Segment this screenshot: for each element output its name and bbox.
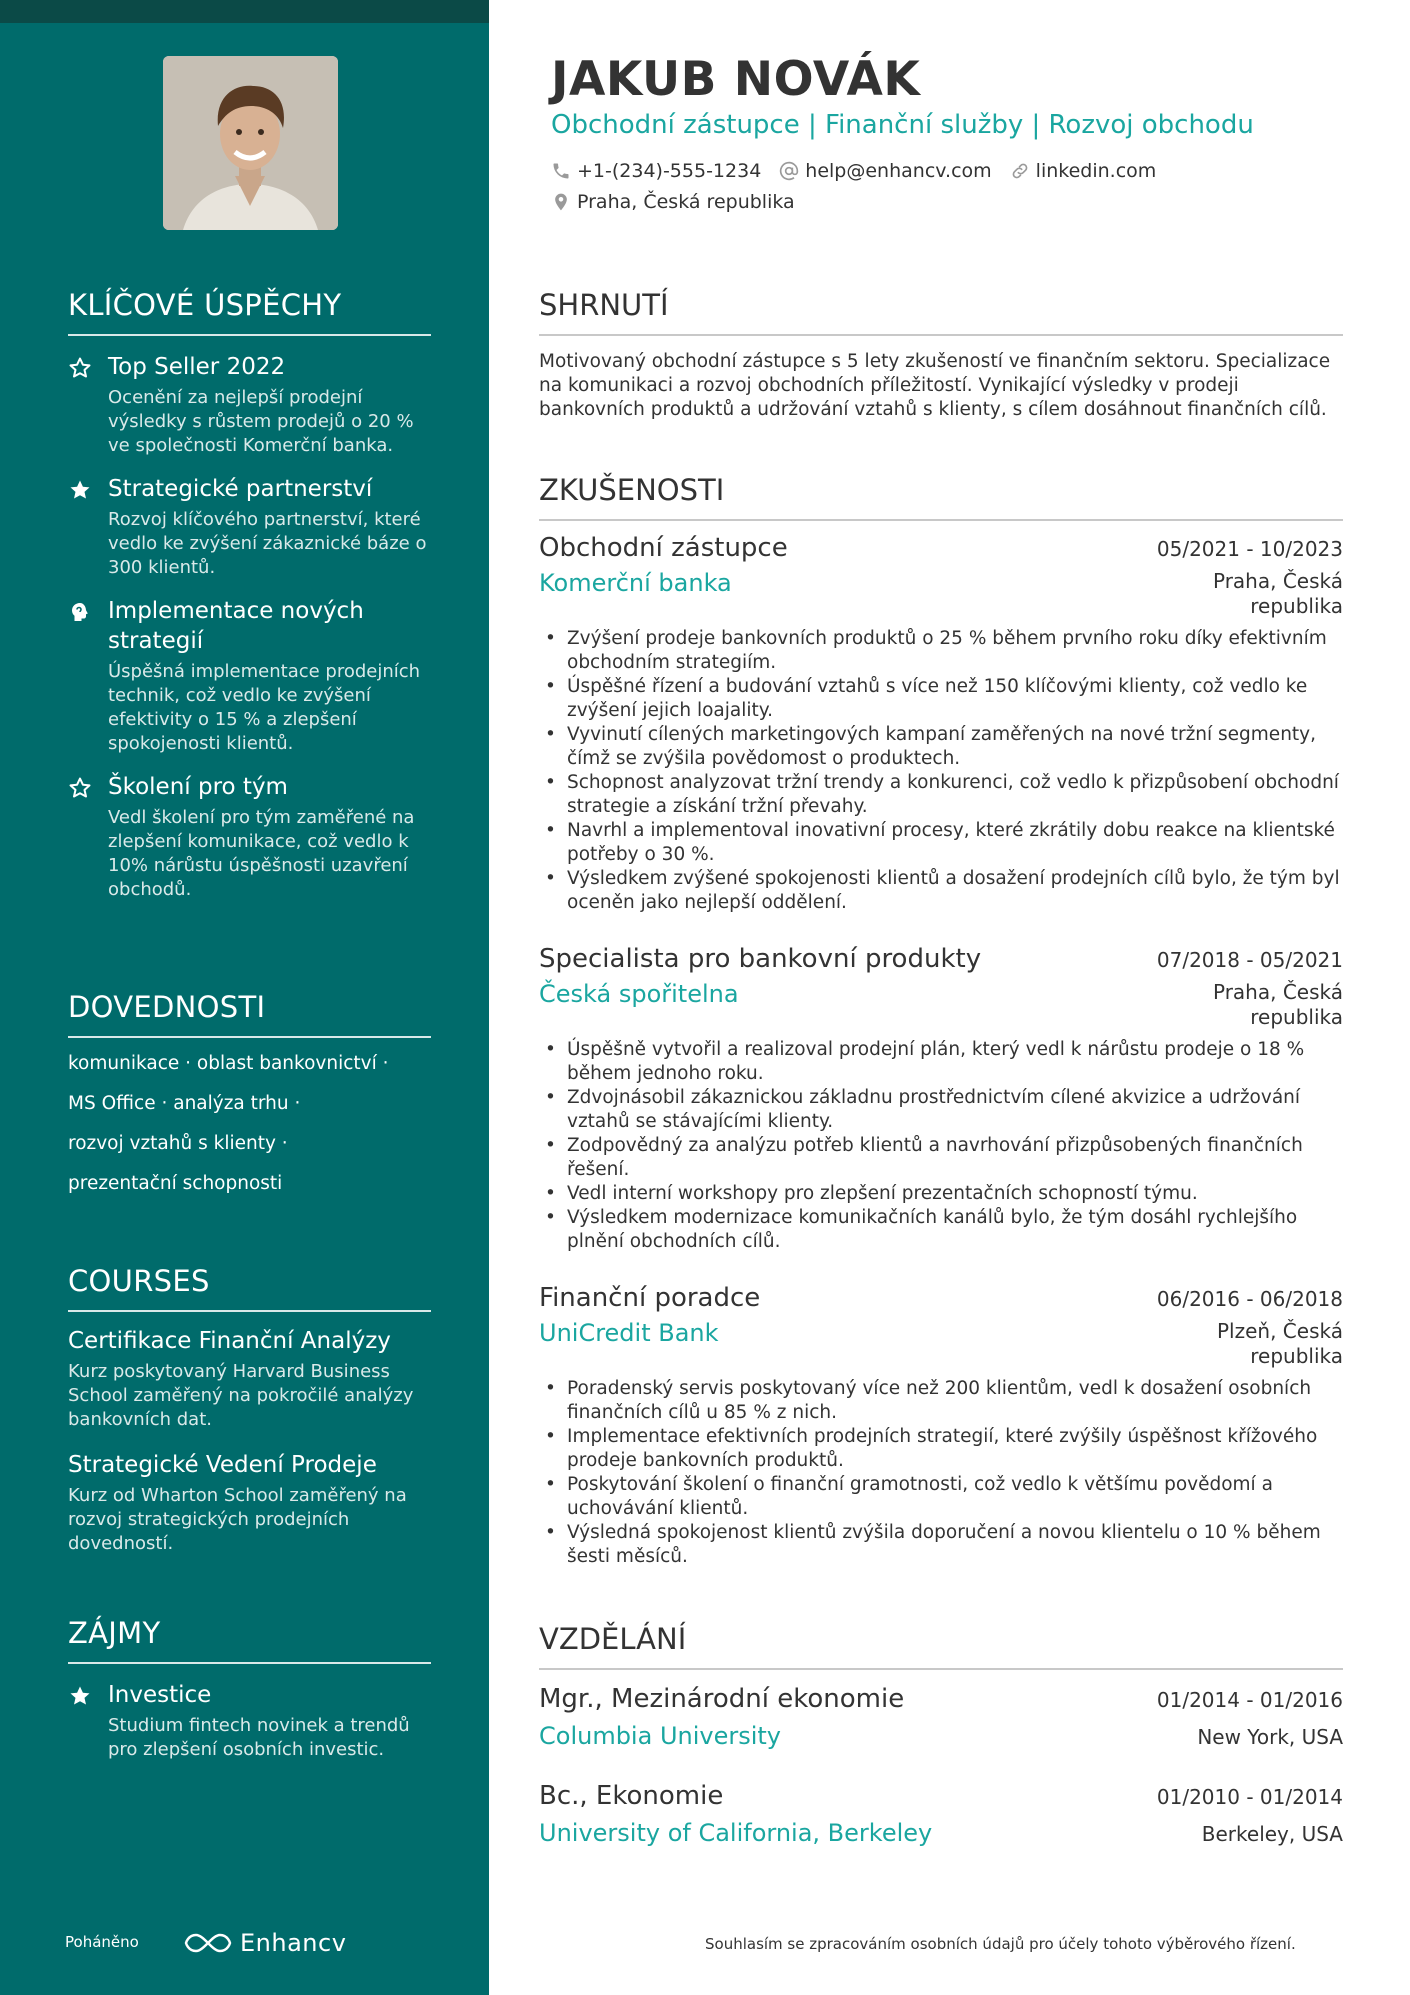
phone-icon: [551, 161, 571, 181]
education-title: VZDĚLÁNÍ: [539, 1622, 1343, 1670]
star-outline-icon: [68, 776, 92, 800]
education-entry: [539, 1781, 1343, 1847]
candidate-name: JAKUB NOVÁK: [551, 52, 921, 107]
summary-text: Motivovaný obchodní zástupce s 5 lety zkušeností ve finančním sektoru. Specializace na komunikaci a rozvoj obchodních příležitostí. Vynikající výsledky v prodeji bankovních produktů a udržování vztahů s klienty, s cílem dosáhnout finančních cílů.: [539, 351, 1331, 420]
job-location: Plzeň, Česká republika: [1217, 1319, 1343, 1368]
job-dates: 07/2018 - 05/2021: [1156, 948, 1343, 972]
job-company: Česká spořitelna: [539, 980, 739, 1008]
job-dates: 06/2016 - 06/2018: [1156, 1287, 1343, 1311]
bullet: • Schopnost analyzovat tržní trendy a konkurenci, což vedlo k přizpůsobení obchodní strategie a získání tržní převahy.: [539, 771, 1343, 819]
achievement-title: Strategické partnerství: [108, 476, 373, 502]
bullet: • Poskytování školení o finanční gramotnosti, což vedlo k většímu povědomí a uchovávání klientů.: [539, 1473, 1343, 1521]
brain-icon: [68, 600, 92, 624]
skill-line: prezentační schopnosti: [68, 1173, 283, 1194]
job-dates: 05/2021 - 10/2023: [1156, 537, 1343, 561]
powered-by: Poháněno: [65, 1933, 139, 1951]
skills-section: [68, 990, 431, 1212]
top-strip: [0, 0, 489, 23]
job-title: Finanční poradce: [539, 1283, 761, 1313]
bullet: • Výsledkem modernizace komunikačních kanálů bylo, že tým dosáhl rychlejšího plnění obchodních cílů.: [539, 1206, 1343, 1254]
achievement-item: [68, 596, 431, 756]
education-entry: [539, 1684, 1343, 1750]
course-item: [68, 1450, 431, 1556]
job-location: Praha, Česká republika: [1212, 980, 1343, 1029]
achievement-desc: Ocenění za nejlepší prodejní výsledky s růstem prodejů o 20 % ve společnosti Komerční banka.: [108, 387, 414, 456]
achievement-title: Školení pro tým: [108, 774, 288, 800]
achievement-item: [68, 352, 431, 458]
location: Praha, Česká republika: [577, 191, 795, 213]
achievement-item: [68, 772, 431, 902]
achievement-title: Implementace nových strategií: [108, 598, 364, 654]
phone[interactable]: +1-(234)-555-1234: [577, 160, 762, 182]
edu-dates: 01/2010 - 01/2014: [1156, 1785, 1343, 1809]
bullet: • Úspěšné řízení a budování vztahů s více než 150 klíčovými klienty, což vedlo ke zvýšení jejich loajality.: [539, 675, 1343, 723]
courses-title: COURSES: [68, 1264, 431, 1312]
bullet: • Poradenský servis poskytovaný více než 200 klientům, vedl k dosažení osobních finančních cílů u 85 % z nich.: [539, 1377, 1343, 1425]
degree: Bc., Ekonomie: [539, 1781, 724, 1811]
edu-dates: 01/2014 - 01/2016: [1156, 1688, 1343, 1712]
job-company: Komerční banka: [539, 569, 732, 597]
job-title: Obchodní zástupce: [539, 533, 788, 563]
interest-title: Investice: [108, 1682, 212, 1708]
job-location: Praha, Česká republika: [1212, 569, 1343, 618]
job-bullets: [539, 627, 1343, 915]
achievement-title: Top Seller 2022: [108, 354, 286, 380]
star-filled-icon: [68, 478, 92, 502]
bullet: • Zdvojnásobil zákaznickou základnu prostřednictvím cílené akvizice a udržování vztahů se stávajícími klienty.: [539, 1086, 1343, 1134]
achievements-title: KLÍČOVÉ ÚSPĚCHY: [68, 288, 431, 336]
bullet: • Vyvinutí cílených marketingových kampaní zaměřených na nové tržní segmenty, čímž se zvýšila povědomost o produktech.: [539, 723, 1343, 771]
bullet: • Vedl interní workshopy pro zlepšení prezentačních schopností týmu.: [539, 1182, 1343, 1206]
interest-desc: Studium fintech novinek a trendů pro zlepšení osobních investic.: [108, 1715, 410, 1760]
email[interactable]: help@enhancv.com: [805, 160, 992, 182]
achievement-desc: Úspěšná implementace prodejních technik, což vedlo ke zvýšení efektivity o 15 % a zlepšení spokojenosti klientů.: [108, 661, 421, 754]
experience-title: ZKUŠENOSTI: [539, 473, 1343, 521]
school: University of California, Berkeley: [539, 1819, 933, 1847]
interests-title: ZÁJMY: [68, 1616, 431, 1664]
course-title: Certifikace Finanční Analýzy: [68, 1328, 391, 1354]
bullet: • Úspěšně vytvořil a realizoval prodejní plán, který vedl k nárůstu prodeje o 18 % během jednoho roku.: [539, 1038, 1343, 1086]
linkedin[interactable]: linkedin.com: [1035, 160, 1157, 182]
course-desc: Kurz od Wharton School zaměřený na rozvoj strategických prodejních dovedností.: [68, 1485, 407, 1554]
star-outline-icon: [68, 356, 92, 380]
edu-location: New York, USA: [1197, 1725, 1343, 1749]
edu-location: Berkeley, USA: [1201, 1822, 1343, 1846]
infinity-icon: [184, 1931, 232, 1955]
skills-title: DOVEDNOSTI: [68, 990, 431, 1038]
achievement-desc: Vedl školení pro tým zaměřené na zlepšení komunikace, což vedlo k 10% nárůstu úspěšnosti uzavření obchodů.: [108, 807, 415, 900]
profile-photo: [163, 56, 338, 230]
skill-line: rozvoj vztahů s klienty ·: [68, 1133, 288, 1154]
job-entry: [539, 944, 1343, 1254]
bullet: • Zodpovědný za analýzu potřeb klientů a navrhování přizpůsobených finančních řešení.: [539, 1134, 1343, 1182]
at-icon: [779, 161, 799, 181]
sidebar: [0, 0, 489, 1995]
bullet: • Zvýšení prodeje bankovních produktů o 25 % během prvního roku díky efektivním obchodním strategiím.: [539, 627, 1343, 675]
interest-item: [68, 1680, 431, 1762]
course-title: Strategické Vedení Prodeje: [68, 1452, 377, 1478]
brand-name: Enhancv: [240, 1929, 347, 1957]
achievement-item: [68, 474, 431, 580]
interests-section: [68, 1616, 431, 1762]
skill-line: MS Office · analýza trhu ·: [68, 1093, 301, 1114]
job-title: Specialista pro bankovní produkty: [539, 944, 982, 974]
star-filled-icon: [68, 1684, 92, 1708]
link-icon: [1010, 161, 1030, 181]
achievement-desc: Rozvoj klíčového partnerství, které vedlo ke zvýšení zákaznické báze o 300 klientů.: [108, 509, 427, 578]
achievements-section: [68, 288, 431, 902]
enhancv-logo[interactable]: [184, 1927, 354, 1959]
courses-section: [68, 1264, 431, 1556]
course-item: [68, 1326, 431, 1432]
bullet: • Navrhl a implementoval inovativní procesy, které zkrátily dobu reakce na klientské potřeby o 30 %.: [539, 819, 1343, 867]
job-bullets: [539, 1377, 1343, 1569]
bullet: • Implementace efektivních prodejních strategií, které zvýšily úspěšnost křížového prodeje bankovních produktů.: [539, 1425, 1343, 1473]
contact-row: [551, 160, 1174, 182]
school: Columbia University: [539, 1722, 782, 1750]
bullet: • Výsledná spokojenost klientů zvýšila doporučení a novou klientelu o 10 % během šesti měsíců.: [539, 1521, 1343, 1569]
job-entry: [539, 1283, 1343, 1569]
job-company: UniCredit Bank: [539, 1319, 719, 1347]
headline: Obchodní zástupce | Finanční služby | Rozvoj obchodu: [551, 110, 1254, 140]
bullet: • Výsledkem zvýšené spokojenosti klientů a dosažení prodejních cílů bylo, že tým byl oceněn jako nejlepší oddělení.: [539, 867, 1343, 915]
job-bullets: [539, 1038, 1343, 1254]
degree: Mgr., Mezinárodní ekonomie: [539, 1684, 905, 1714]
location-row: [551, 191, 813, 213]
job-entry: [539, 533, 1343, 915]
skill-line: komunikace · oblast bankovnictví ·: [68, 1053, 389, 1074]
location-pin-icon: [551, 192, 571, 212]
course-desc: Kurz poskytovaný Harvard Business School zaměřený na pokročilé analýzy bankovních dat.: [68, 1361, 414, 1430]
consent-footer: Souhlasím se zpracováním osobních údajů pro účely tohoto výběrového řízení.: [705, 1935, 1296, 1953]
summary-title: SHRNUTÍ: [539, 288, 1343, 336]
